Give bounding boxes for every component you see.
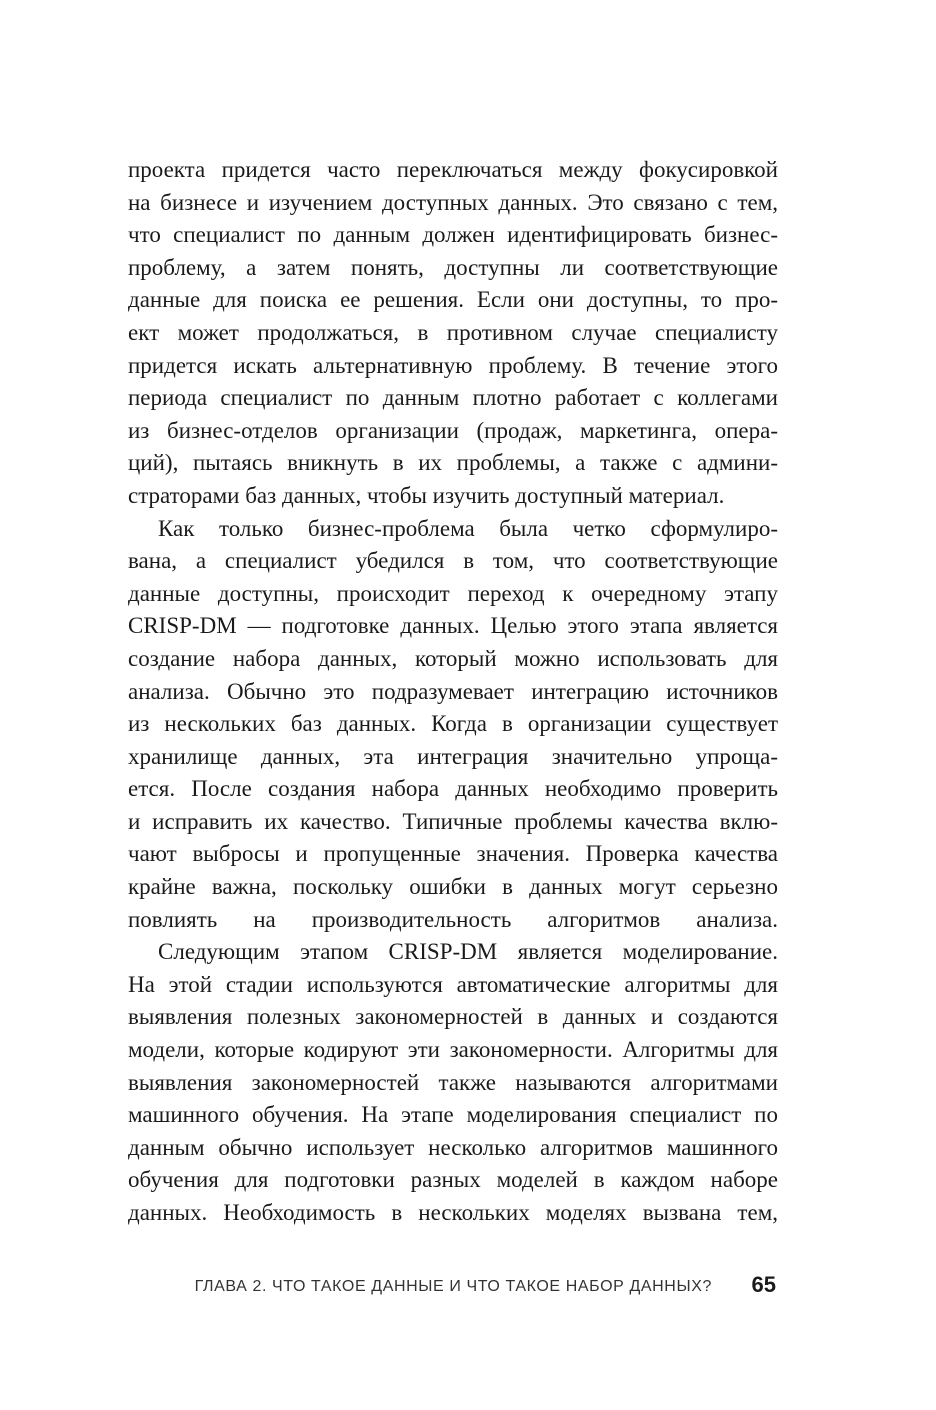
text-line: вана, а специалист убедился в том, что соответствующие	[128, 548, 778, 574]
text-line: данных. Необходимость в нескольких моделях вызвана тем,	[128, 1200, 778, 1225]
text-line: из бизнес-отделов организации (продаж, маркетинга, опера-	[128, 417, 778, 443]
paragraph-3	[128, 936, 778, 1229]
text-line: периода специалист по данным плотно работает с коллегами	[128, 385, 778, 411]
text-line: выявления полезных закономерностей в данных и создаются	[128, 1004, 778, 1030]
text-line: данные для поиска ее решения. Если они доступны, то про-	[128, 287, 778, 313]
text-line: ций), пытаясь вникнуть в их проблемы, а также с админи-	[128, 450, 778, 476]
text-line: придется искать альтернативную проблему. В течение этого	[128, 352, 778, 378]
text-line: анализа. Обычно это подразумевает интеграцию источников	[128, 678, 778, 704]
text-line: модели, которые кодируют эти закономерности. Алгоритмы для	[128, 1037, 778, 1063]
text-line: данным обычно использует несколько алгоритмов машинного	[128, 1134, 778, 1160]
page-number: 65	[751, 1272, 776, 1297]
text-line: из нескольких баз данных. Когда в организации существует	[128, 711, 778, 737]
text-line: создание набора данных, который можно использовать для	[128, 645, 778, 671]
text-line: ект может продолжаться, в противном случае специалисту	[128, 319, 778, 345]
text-line: данные доступны, происходит переход к очередному этапу	[128, 580, 778, 606]
text-line: выявления закономерностей также называются алгоритмами	[128, 1069, 778, 1095]
running-head: ГЛАВА 2. ЧТО ТАКОЕ ДАННЫЕ И ЧТО ТАКОЕ НАБОР ДАННЫХ?	[194, 1278, 712, 1295]
text-line: хранилище данных, эта интеграция значительно упроща-	[128, 743, 778, 769]
page-footer	[128, 1272, 778, 1304]
text-line: CRISP-DM — подготовке данных. Целью этого этапа является	[128, 613, 778, 639]
text-line: и исправить их качество. Типичные проблемы качества вклю-	[128, 808, 778, 834]
text-line: На этой стадии используются автоматические алгоритмы для	[128, 971, 778, 997]
text-line: проекта придется часто переключаться между фокусировкой	[128, 157, 778, 182]
text-line: обучения для подготовки разных моделей в каждом наборе	[128, 1167, 778, 1193]
text-line: ется. После создания набора данных необходимо проверить	[128, 776, 778, 802]
text-line: что специалист по данным должен идентифицировать бизнес-	[128, 222, 778, 248]
text-line: страторами баз данных, чтобы изучить доступный материал.	[128, 482, 725, 508]
text-line: машинного обучения. На этапе моделирования специалист по	[128, 1102, 778, 1128]
text-line: проблему, а затем понять, доступны ли соответствующие	[128, 254, 778, 280]
text-line: Следующим этапом CRISP-DM является моделирование.	[158, 939, 778, 965]
text-line: чают выбросы и пропущенные значения. Проверка качества	[128, 841, 778, 867]
text-line: на бизнесе и изучением доступных данных. Это связано с тем,	[128, 189, 778, 215]
paragraph-1	[128, 154, 778, 513]
body-text	[128, 154, 778, 1230]
text-line: крайне важна, поскольку ошибки в данных могут серьезно	[128, 874, 778, 900]
text-line: повлиять на производительность алгоритмов анализа.	[128, 906, 778, 932]
text-line: Как только бизнес-проблема была четко сформулиро-	[158, 515, 778, 541]
paragraph-2	[128, 513, 778, 937]
